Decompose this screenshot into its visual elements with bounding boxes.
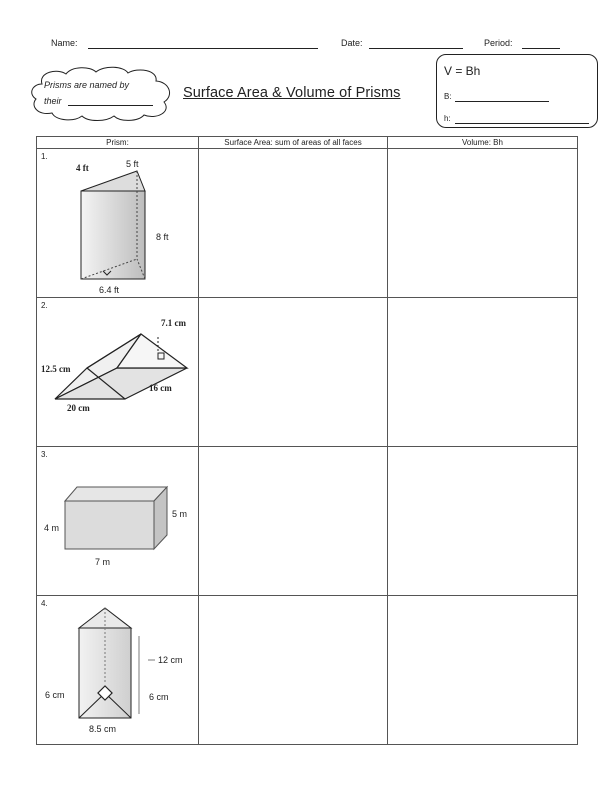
dim-height: 7.1 cm	[161, 318, 186, 328]
rectangular-prism-figure-3	[37, 447, 199, 595]
volume-formula: V = Bh	[444, 64, 481, 78]
table-header-row	[37, 137, 578, 149]
prism-cell	[37, 596, 199, 745]
dim-depth: 5 m	[172, 509, 188, 519]
cloud-text-line1: Prisms are named by	[44, 80, 130, 90]
base-area-label: B:	[444, 92, 452, 101]
date-label: Date:	[341, 38, 363, 48]
dim-side: 12.5 cm	[41, 364, 71, 374]
column-header-volume: Volume: Bh	[388, 137, 578, 149]
dim-length: 7 m	[95, 557, 111, 567]
dim-top-left: 4 ft	[76, 163, 89, 173]
name-field[interactable]	[88, 48, 318, 49]
dim-height: 8 ft	[156, 232, 169, 242]
height-field[interactable]	[455, 123, 589, 124]
table-row	[37, 596, 578, 745]
volume-answer-cell[interactable]	[388, 596, 578, 745]
problem-number: 2.	[41, 301, 48, 310]
table-row	[37, 149, 578, 298]
triangular-prism-figure-1	[37, 149, 199, 297]
surface-area-answer-cell[interactable]	[199, 149, 388, 298]
triangular-prism-figure-2	[37, 298, 199, 446]
dim-bottom: 6.4 ft	[99, 285, 120, 295]
surface-area-answer-cell[interactable]	[199, 447, 388, 596]
volume-answer-cell[interactable]	[388, 447, 578, 596]
volume-answer-cell[interactable]	[388, 298, 578, 447]
table-row	[37, 447, 578, 596]
volume-answer-cell[interactable]	[388, 149, 578, 298]
name-label: Name:	[51, 38, 78, 48]
period-field[interactable]	[522, 48, 560, 49]
dim-height: 12 cm	[158, 655, 183, 665]
column-header-prism: Prism:	[37, 137, 199, 149]
cloud-blank-field[interactable]	[68, 105, 153, 106]
worksheet-table	[36, 136, 578, 745]
base-area-field[interactable]	[455, 101, 549, 102]
table-row	[37, 298, 578, 447]
prism-cell	[37, 298, 199, 447]
dim-height: 4 m	[44, 523, 60, 533]
triangular-prism-figure-4	[37, 596, 199, 744]
surface-area-answer-cell[interactable]	[199, 596, 388, 745]
problem-number: 1.	[41, 152, 48, 161]
date-field[interactable]	[369, 48, 463, 49]
period-label: Period:	[484, 38, 513, 48]
cloud-text-line2: their	[44, 96, 62, 106]
problem-number: 4.	[41, 599, 48, 608]
dim-top-right: 5 ft	[126, 159, 139, 169]
page-title: Surface Area & Volume of Prisms	[183, 85, 401, 101]
problem-number: 3.	[41, 450, 48, 459]
dim-base: 20 cm	[67, 403, 90, 413]
dim-length: 16 cm	[149, 383, 172, 393]
column-header-surface-area: Surface Area: sum of areas of all faces	[199, 137, 388, 149]
dim-base: 8.5 cm	[89, 724, 117, 734]
dim-left: 6 cm	[45, 690, 65, 700]
height-label: h:	[444, 114, 451, 123]
prism-cell	[37, 447, 199, 596]
dim-right: 6 cm	[149, 692, 169, 702]
prism-cell	[37, 149, 199, 298]
surface-area-answer-cell[interactable]	[199, 298, 388, 447]
